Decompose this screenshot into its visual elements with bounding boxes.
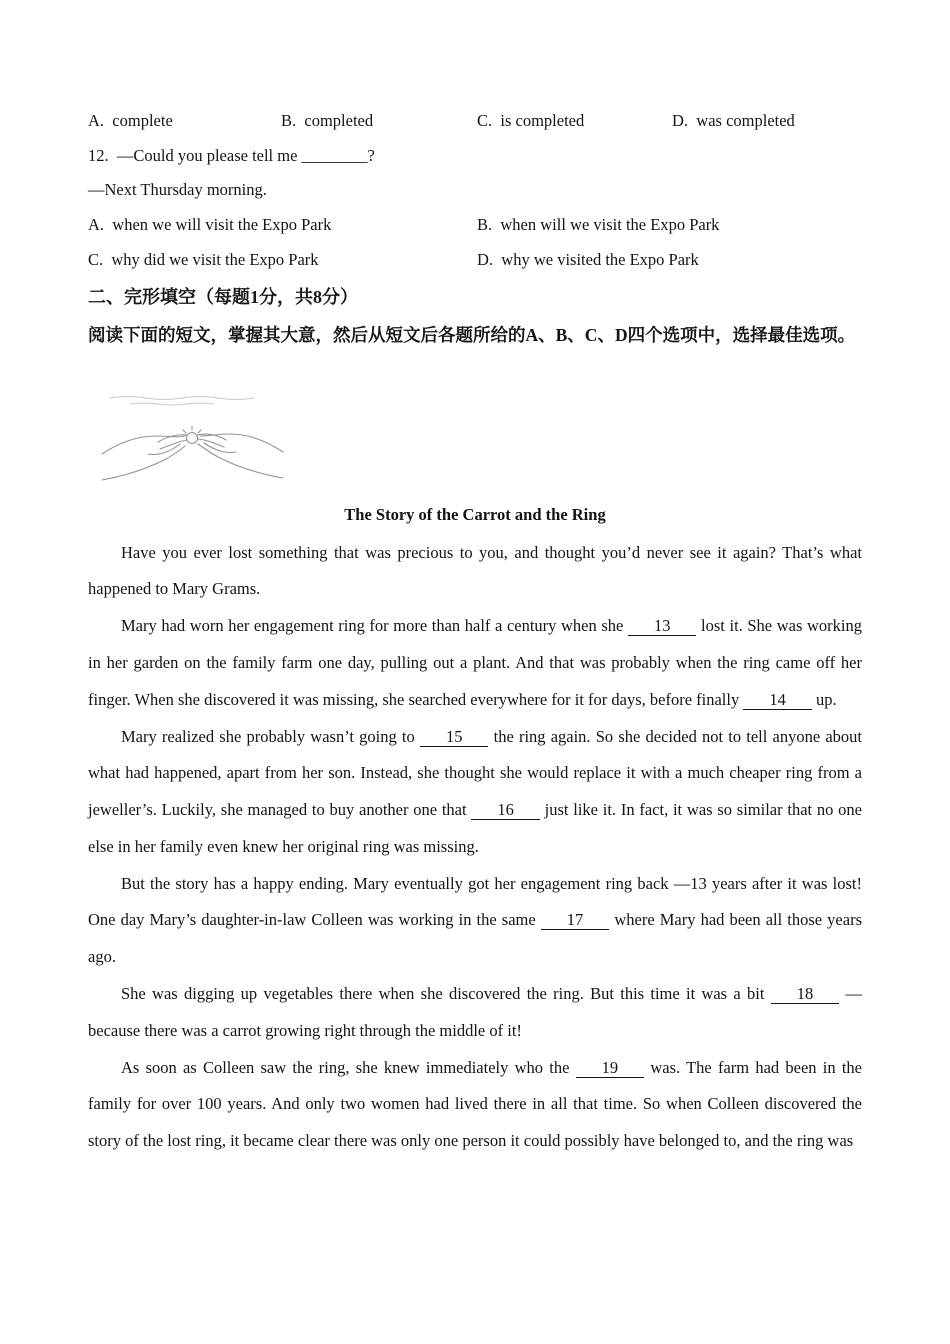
q11-option-b: B. completed xyxy=(281,111,374,130)
passage-paragraph xyxy=(88,976,862,1050)
cloze-blank-19: 19 xyxy=(576,1058,645,1078)
cloze-blank-16: 16 xyxy=(471,800,540,820)
passage-text: But the story has a happy ending. Mary eventually got her engagement ring back —13 years after it was lost! One day Mary’s daughter-in-law Colleen was working in the same xyxy=(88,873,862,930)
cloze-blank-18: 18 xyxy=(771,984,840,1004)
passage-text: Have you ever lost something that was precious to you, and thought you’d never see it again? That’s what happened to Mary Grams. xyxy=(88,542,862,599)
q11-option-c: C. is completed xyxy=(477,111,585,130)
passage-paragraph xyxy=(88,866,862,976)
passage-text: Mary had worn her engagement ring for more than half a century when she xyxy=(121,616,628,636)
cloze-blank-15: 15 xyxy=(420,727,489,747)
passage-text: just like it. In fact, it was so similar that no one else in her family even knew her original ring was missing. xyxy=(88,800,862,856)
q11-option-d: D. was completed xyxy=(672,111,795,130)
passage-text: Mary realized she probably wasn’t going to xyxy=(121,726,420,746)
q12-option-c: C. why did we visit the Expo Park xyxy=(88,249,319,269)
passage-title: The Story of the Carrot and the Ring xyxy=(344,504,606,524)
cloze-blank-17: 17 xyxy=(541,910,610,930)
passage-paragraph xyxy=(88,535,862,609)
hands-holding-ring-image xyxy=(100,392,285,487)
q12-reply: —Next Thursday morning. xyxy=(88,180,267,200)
passage-paragraph xyxy=(88,1050,862,1160)
passage-text: the ring again. So she decided not to tell anyone about what had happened, apart from her son. Instead, she thought she would replace it with a much cheaper ring from a jeweller’s. Luckily, she managed to buy another one that xyxy=(88,726,862,820)
passage-text: She was digging up vegetables there when she discovered the ring. But this time it was a bit xyxy=(121,984,771,1004)
passage-text: where Mary had been all those years ago. xyxy=(88,910,862,967)
section-2-heading: 二、完形填空（每题1分，共8分） xyxy=(88,286,358,307)
passage-text: was. The farm had been in the family for over 100 years. And only two women had lived there in all that time. So when Colleen discovered the story of the lost ring, it became clear there was only one person it could possibly have belonged to, and the ring was xyxy=(88,1057,862,1151)
passage-text: up. xyxy=(811,689,837,709)
passage-figure xyxy=(100,392,285,487)
q12-options-row-1 xyxy=(88,208,862,243)
q12-option-d: D. why we visited the Expo Park xyxy=(477,249,699,269)
passage-paragraph xyxy=(88,608,862,718)
q11-option-a: A. complete xyxy=(88,111,173,130)
passage-paragraph xyxy=(88,719,862,866)
section-2-instructions: 阅读下面的短文，掌握其大意，然后从短文后各题所给的A、B、C、D四个选项中，选择最佳选项。 xyxy=(88,324,856,345)
q12-option-b: B. when will we visit the Expo Park xyxy=(477,215,720,235)
passage-text: — because there was a carrot growing right through the middle of it! xyxy=(88,984,862,1040)
q11-options-row xyxy=(88,104,862,139)
q12-stem: 12. —Could you please tell me ________? xyxy=(88,145,375,165)
cloze-blank-13: 13 xyxy=(628,616,697,636)
passage-body xyxy=(88,535,862,1161)
cloze-blank-14: 14 xyxy=(743,690,812,710)
passage-text: lost it. She was working in her garden on the family farm one day, pulling out a plant. And that was probably when the ring came off her finger. When she discovered it was missing, she searched everywhere for it for days, before finally xyxy=(88,616,862,709)
passage-text: As soon as Colleen saw the ring, she knew immediately who the xyxy=(121,1057,576,1077)
q12-options-row-2 xyxy=(88,243,862,278)
q12-option-a: A. when we will visit the Expo Park xyxy=(88,215,332,235)
